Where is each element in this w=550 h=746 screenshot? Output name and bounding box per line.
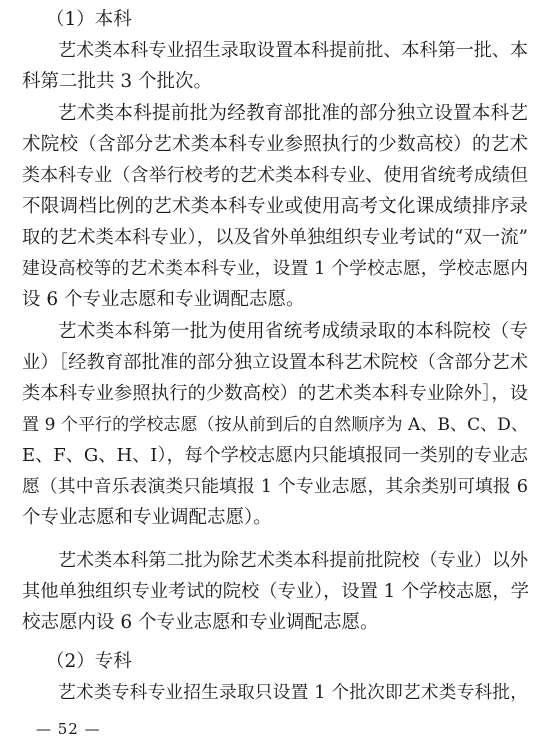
paragraph-line: 艺术类本科专业招生录取设置本科提前批、本科第一批、本 — [58, 40, 528, 61]
section-heading-junior-college: （2）专科 — [46, 651, 132, 672]
paragraph-line: 科第二批共 3 个批次。 — [22, 71, 213, 92]
paragraph-line: 艺术类本科第一批为使用省统考成绩录取的本科院校（专 — [58, 321, 528, 342]
paragraph-line: 校志愿内设 6 个专业志愿和专业调配志愿。 — [22, 612, 379, 633]
paragraph-line: 类本科专业参照执行的少数高校）的艺术类本科专业除外］，设 — [22, 383, 528, 404]
paragraph-line: 设 6 个专业志愿和专业调配志愿。 — [22, 289, 305, 310]
section-heading-undergraduate: （1）本科 — [46, 9, 132, 30]
paragraph-line: 艺术类本科第二批为除艺术类本科提前批院校（专业）以外 — [58, 550, 528, 571]
paragraph-line: E、F、G、H、I），每个学校志愿内只能填报同一类别的专业志 — [22, 445, 528, 466]
paragraph-line: 个专业志愿和专业调配志愿）。 — [22, 507, 272, 528]
paragraph-line: 业）［经教育部批准的部分独立设置本科艺术院校（含部分艺术 — [22, 352, 528, 373]
paragraph-line: 置 9 个平行的学校志愿（按从前到后的自然顺序为 A、B、C、D、 — [22, 415, 528, 435]
paragraph-line: 愿（其中音乐表演类只能填报 1 个专业志愿，其余类别可填报 6 — [22, 477, 528, 497]
paragraph-line: 取的艺术类本科专业），以及省外单独组织专业考试的“双一流” — [22, 227, 528, 248]
paragraph-line: 不限调档比例的艺术类本科专业或使用高考文化课成绩排序录 — [22, 196, 528, 217]
page-number: — 52 — — [36, 720, 101, 738]
paragraph-line: 类本科专业（含举行校考的艺术类本科专业、使用省统考成绩但 — [22, 165, 528, 186]
paragraph-line: 术院校（含部分艺术类本科专业参照执行的少数高校）的艺术 — [22, 134, 528, 155]
paragraph-line: 建设高校等的艺术类本科专业，设置 1 个学校志愿，学校志愿内 — [22, 259, 528, 279]
paragraph-line: 其他单独组织专业考试的院校（专业），设置 1 个学校志愿，学 — [22, 581, 529, 602]
paragraph-line: 艺术类专科专业招生录取只设置 1 个批次即艺术类专科批， — [58, 683, 528, 703]
paragraph-line: 艺术类本科提前批为经教育部批准的部分独立设置本科艺 — [58, 103, 528, 124]
